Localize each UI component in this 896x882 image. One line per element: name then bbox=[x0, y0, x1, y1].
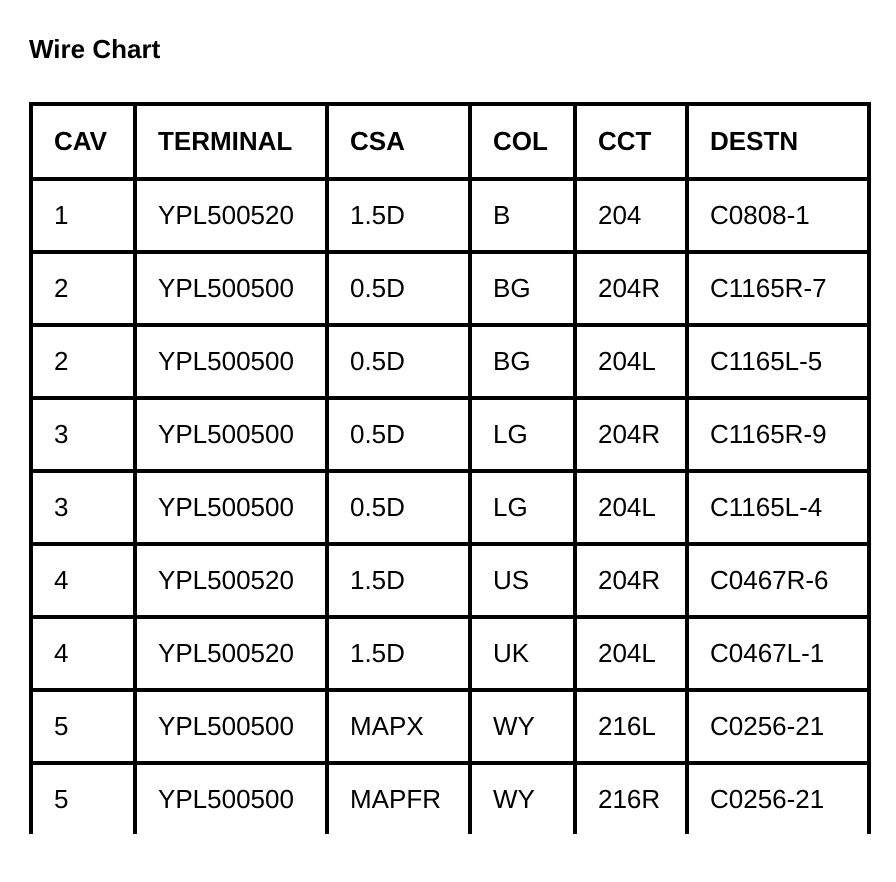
cell-terminal: YPL500500 bbox=[135, 763, 327, 834]
cell-destn: C1165L-5 bbox=[687, 325, 869, 398]
header-terminal: TERMINAL bbox=[135, 104, 327, 179]
cell-cct: 216L bbox=[575, 690, 687, 763]
header-csa: CSA bbox=[327, 104, 470, 179]
cell-cav: 4 bbox=[31, 544, 135, 617]
table-row bbox=[31, 617, 869, 690]
table-row bbox=[31, 690, 869, 763]
cell-csa: 1.5D bbox=[327, 544, 470, 617]
header-col: COL bbox=[470, 104, 575, 179]
page-title: Wire Chart bbox=[29, 34, 161, 64]
wire-chart-table bbox=[29, 102, 871, 834]
cell-terminal: YPL500520 bbox=[135, 179, 327, 252]
table-row bbox=[31, 471, 869, 544]
cell-cav: 3 bbox=[31, 398, 135, 471]
header-destn: DESTN bbox=[687, 104, 869, 179]
cell-col: WY bbox=[470, 690, 575, 763]
table-row bbox=[31, 179, 869, 252]
cell-cct: 216R bbox=[575, 763, 687, 834]
cell-destn: C0467L-1 bbox=[687, 617, 869, 690]
table-row bbox=[31, 763, 869, 834]
cell-cct: 204L bbox=[575, 325, 687, 398]
cell-cav: 4 bbox=[31, 617, 135, 690]
cell-col: WY bbox=[470, 763, 575, 834]
cell-cct: 204R bbox=[575, 252, 687, 325]
cell-cct: 204R bbox=[575, 544, 687, 617]
cell-destn: C0256-21 bbox=[687, 763, 869, 834]
cell-terminal: YPL500500 bbox=[135, 398, 327, 471]
cell-destn: C1165R-7 bbox=[687, 252, 869, 325]
cell-destn: C0467R-6 bbox=[687, 544, 869, 617]
cell-destn: C0808-1 bbox=[687, 179, 869, 252]
cell-destn: C0256-21 bbox=[687, 690, 869, 763]
cell-terminal: YPL500500 bbox=[135, 252, 327, 325]
header-cct: CCT bbox=[575, 104, 687, 179]
cell-cct: 204 bbox=[575, 179, 687, 252]
cell-csa: 1.5D bbox=[327, 617, 470, 690]
cell-cct: 204R bbox=[575, 398, 687, 471]
cell-csa: 0.5D bbox=[327, 252, 470, 325]
cell-destn: C1165R-9 bbox=[687, 398, 869, 471]
cell-terminal: YPL500500 bbox=[135, 690, 327, 763]
cell-csa: 0.5D bbox=[327, 398, 470, 471]
cell-col: US bbox=[470, 544, 575, 617]
table-row bbox=[31, 398, 869, 471]
cell-terminal: YPL500500 bbox=[135, 325, 327, 398]
cell-destn: C1165L-4 bbox=[687, 471, 869, 544]
table-row bbox=[31, 252, 869, 325]
cell-cct: 204L bbox=[575, 617, 687, 690]
cell-cav: 3 bbox=[31, 471, 135, 544]
cell-cav: 1 bbox=[31, 179, 135, 252]
header-cav: CAV bbox=[31, 104, 135, 179]
cell-col: BG bbox=[470, 252, 575, 325]
cell-col: LG bbox=[470, 398, 575, 471]
cell-col: UK bbox=[470, 617, 575, 690]
cell-cav: 2 bbox=[31, 252, 135, 325]
cell-terminal: YPL500500 bbox=[135, 471, 327, 544]
cell-col: LG bbox=[470, 471, 575, 544]
cell-col: BG bbox=[470, 325, 575, 398]
cell-csa: 0.5D bbox=[327, 325, 470, 398]
cell-csa: MAPX bbox=[327, 690, 470, 763]
table-row bbox=[31, 325, 869, 398]
cell-cav: 5 bbox=[31, 690, 135, 763]
cell-cav: 5 bbox=[31, 763, 135, 834]
table-header-row bbox=[31, 104, 869, 179]
cell-csa: 0.5D bbox=[327, 471, 470, 544]
cell-csa: MAPFR bbox=[327, 763, 470, 834]
cell-cav: 2 bbox=[31, 325, 135, 398]
cell-csa: 1.5D bbox=[327, 179, 470, 252]
cell-terminal: YPL500520 bbox=[135, 544, 327, 617]
cell-cct: 204L bbox=[575, 471, 687, 544]
cell-col: B bbox=[470, 179, 575, 252]
table-row bbox=[31, 544, 869, 617]
cell-terminal: YPL500520 bbox=[135, 617, 327, 690]
